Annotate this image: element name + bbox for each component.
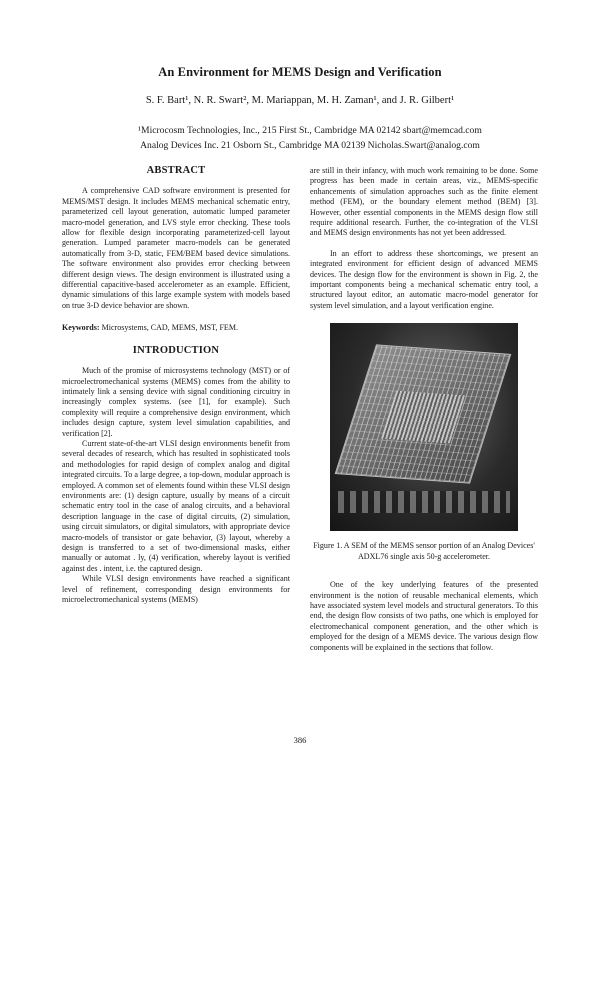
affiliation-microcosm: ¹Microcosm Technologies, Inc., 215 First St., Cambridge MA 02142 sbart@memcad.com (138, 125, 482, 136)
intro-paragraph-4: In an effort to address these shortcomings, we present an integrated environment for efficient design of advanced MEMS devices. The design flow for the environment is shown in Fig. 2, the important components being a mechanical schematic entry tool, a structured layout editor, an automatic macro-model generator for system level simulation, and a layout verification engine. (310, 248, 538, 310)
sem-micrograph-figure (330, 323, 518, 531)
author-list: S. F. Bart¹, N. R. Swart², M. Mariappan, M. H. Zaman¹, and J. R. Gilbert¹ (145, 95, 455, 106)
keywords-text: Microsystems, CAD, MEMS, MST, FEM. (99, 323, 239, 333)
keywords-line (62, 323, 290, 333)
left-column (62, 166, 290, 605)
intro-paragraph-2: Current state-of-the-art VLSI design environments benefit from several decades of research, which has resulted in sophisticated tools and methodologies for rapid design of complex analog and digital integrated circuits. To a large degree, a top-down, modular approach is employed. A common set of elements found within these VLSI design environments are: (1) design capture, usually by means of a circuit schematic entry tool in the case of analog circuits, and a behavioral description language in the case of digital circuits, (2) simulation, using circuit simulators, or digital simulators, with appropriate device macro-models of transistor or gate behavior, (3) layout, whereby a design is transferred to a set of two-dimensional masks, either manually or automat . ly, (4) verification, whereby layout is verified against des . intent, i.e. the captured design. (62, 438, 290, 573)
body-paragraph-5: One of the key underlying features of the presented environment is the notion of reusable mechanical elements, which have associated system level models and structural generators. To this end, the design flow consists of two paths, one which is employed for electromechanical component generation, and the other which is employed for the design of a MEMS device. The various design flow components will be explained in the sections that follow. (310, 580, 538, 652)
paper-title: An Environment for MEMS Design and Verification (158, 65, 442, 79)
abstract-heading: ABSTRACT (146, 165, 206, 176)
keywords-label: Keywords: (62, 323, 100, 333)
intro-paragraph-3: While VLSI design environments have reached a significant level of refinement, corresponding design environments for microelectromechanical systems (MEMS) (62, 574, 290, 605)
page-number: 386 (293, 735, 307, 745)
intro-paragraph-1: Much of the promise of microsystems technology (MST) or of microelectromechanical systems (MEMS) comes from the ability to intimately link a sensing device with signal conditioning circuitry in increasingly complex systems. (see [1], for example). Such complexity will require a comprehensive design environment, which includes design capture, system level simulation capabilities, and verification [2]. (62, 366, 290, 438)
affiliation-analog-devices: Analog Devices Inc. 21 Osborn St., Cambridge MA 02139 Nicholas.Swart@analog.com (140, 140, 480, 151)
right-column (310, 166, 538, 653)
intro-paragraph-3-continued: are still in their infancy, with much work remaining to be done. Some progress has been made in certain areas, viz., MEMS-specific enhancements of simulation approaches such as the finite element method (FEM), or the boundary element method (BEM) [3]. However, other essential components in the MEMS design flow still require additional research. Further, the co-integration of the VLSI and MEMS design environments has not yet been addressed. (310, 166, 538, 238)
sem-bond-pads (338, 491, 510, 513)
figure-caption: Figure 1. A SEM of the MEMS sensor portion of an Analog Devices' ADXL76 single axis 50-g accelerometer. (313, 541, 535, 561)
abstract-text: A comprehensive CAD software environment is presented for MEMS/MST design. It includes MEMS mechanical schematic entry, parameterized cell layout generation, automatic lumped parameter macro-model generation, and LVS style error checking. These tools allow for flexible design incorporating parameterized-cell layout generation. Lumped parameter macro-models can be generated automatically from 3-D, static, FEM/BEM based device simulations. The software environment also provides error checking between different design views. The design environment is illustrated using a differential capacitive-based accelerometer as an example. Efficient, dynamic simulations of this large example system with models based on true 3-D device behavior are shown. (62, 186, 290, 310)
introduction-heading: INTRODUCTION (132, 344, 220, 356)
